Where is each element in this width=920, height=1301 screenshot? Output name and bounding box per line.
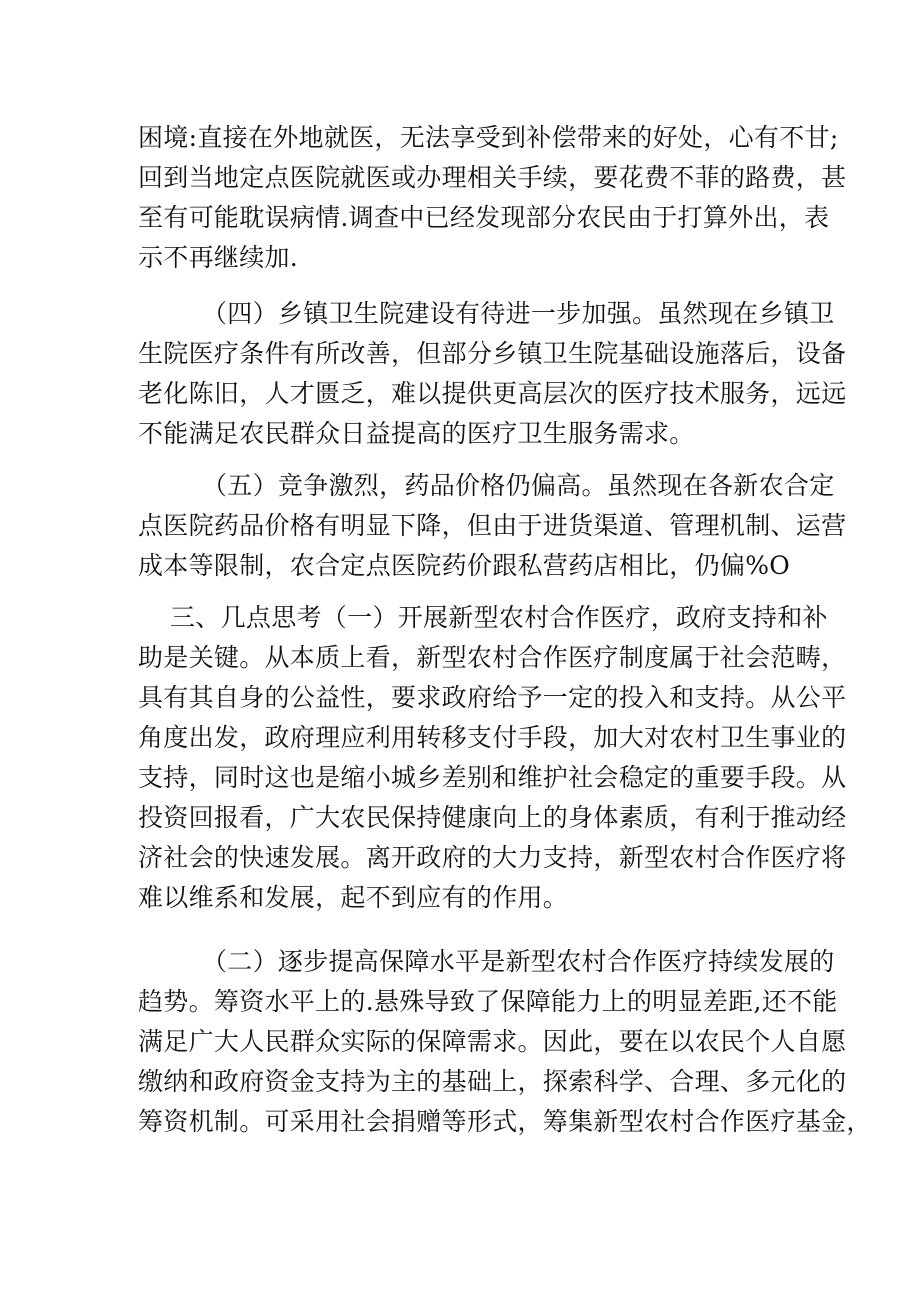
text-line: 济社会的快速发展。离开政府的大力支持，新型农村合作医疗将 [138,843,847,872]
text-line: 困境:直接在外地就医，无法享受到补偿带来的好处，心有不甘; [138,123,839,152]
text-line: 生院医疗条件有所改善，但部分乡镇卫生院基础设施落后，设备 [138,339,847,368]
text-line: （四）乡镇卫生院建设有待进一步加强。虽然现在乡镇卫 [202,299,835,328]
text-line: 至有可能耽误病情.调查中已经发现部分农民由于打算外出，表 [138,203,830,232]
text-line: 回到当地定点医院就医或办理相关手续，要花费不菲的路费，甚 [138,163,847,192]
text-line: （二）逐步提高保障水平是新型农村合作医疗持续发展的 [202,947,835,976]
text-line: 示不再继续加. [138,243,299,272]
text-line: 难以维系和发展，起不到应有的作用。 [138,883,569,912]
paragraph-reflections [138,598,847,918]
text-line: （五）竞争激烈，药品价格仍偏高。虽然现在各新农合定 [202,471,835,500]
text-line: 老化陈旧，人才匮乏，难以提供更高层次的医疗技术服务，远远 [138,379,847,408]
text-line: 支持，同时这也是缩小城乡差别和维护社会稳定的重要手段。从 [138,763,847,792]
paragraph-drug-prices [138,466,847,586]
text-line: 成本等限制，农合定点医院药价跟私营药店相比，仍偏%O [138,551,791,580]
paragraph-township-hospitals [138,294,847,454]
text-line: 角度出发，政府理应利用转移支付手段，加大对农村卫生事业的 [138,723,847,752]
text-line: 缴纳和政府资金支持为主的基础上，探索科学、合理、多元化的 [138,1067,847,1096]
text-line: 具有其自身的公益性，要求政府给予一定的投入和支持。从公平 [138,683,847,712]
paragraph-security-level [138,942,872,1142]
text-line: 满足广大人民群众实际的保障需求。因此，要在以农民个人自愿 [138,1027,847,1056]
text-line: 助是关键。从本质上看，新型农村合作医疗制度属于社会范畴， [138,643,847,672]
paragraph-hardship [138,118,847,278]
text-line: 三、几点思考（一）开展新型农村合作医疗，政府支持和补 [170,603,828,632]
text-line: 点医院药品价格有明显下降，但由于进货渠道、管理机制、运营 [138,511,847,540]
text-line: 趋势。筹资水平上的.悬殊导致了保障能力上的明显差距,还不能 [138,987,838,1016]
text-line: 筹资机制。可采用社会捐赠等形式，筹集新型农村合作医疗基金， [138,1107,872,1136]
text-line: 不能满足农民群众日益提高的医疗卫生服务需求。 [138,419,695,448]
text-line: 投资回报看，广大农民保持健康向上的身体素质，有利于推动经 [138,803,847,832]
